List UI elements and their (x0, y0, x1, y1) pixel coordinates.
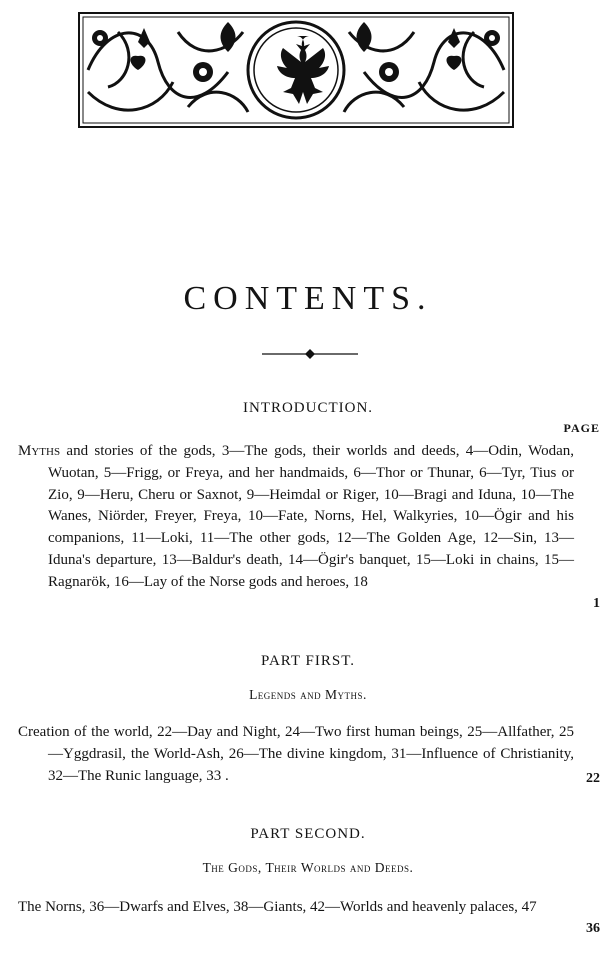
title-divider-ornament (262, 348, 358, 360)
page-number-part-second: 36 (586, 921, 600, 936)
section-heading-introduction: INTRODUCTION. (242, 400, 374, 416)
section-heading-part-first: PART FIRST. (260, 653, 356, 669)
toc-entry-part-second: The Norns, 36—Dwarfs and Elves, 38—Giants, 42—Worlds and heavenly palaces, 47 (18, 899, 537, 915)
entry-lead-word: Myths (18, 443, 61, 459)
page-column-label: PAGE (563, 421, 600, 435)
section-heading-part-second: PART SECOND. (250, 826, 366, 842)
ornamental-header-banner (78, 12, 514, 128)
toc-entry-introduction (18, 441, 574, 594)
page-title: CONTENTS. (183, 280, 433, 317)
page-number-part-first: 22 (586, 771, 600, 786)
section-subheading-part-second: The Gods, Their Worlds and Deeds. (202, 860, 414, 875)
section-subheading-part-first: Legends and Myths. (249, 687, 367, 702)
toc-entry-part-first: Creation of the world, 22—Day and Night, 24—Two first human beings, 25—Allfather, 25—Yggdrasil, the World-Ash, 26—The divine kingdom, 31—Influence of Christianity, 32—The Runic language, 33 . (18, 724, 574, 784)
page-number-introduction: 1 (593, 596, 600, 611)
entry-text: and stories of the gods, 3—The gods, their worlds and deeds, 4—Odin, Wodan, Wuotan, 5—Frigg, or Freya, and her handmaids, 6—Thor or Thunar, 6—Tyr, Tius or Zio, 9—Heru, Cheru or Saxnot, 9—Heimdal or Riger, 10—Bragi and Iduna, 10—The Wanes, Niörder, Freyer, Freya, 10—Fate, Norns, Hel, Walkyries, 10—Ögir and his companions, 11—Loki, 11—The other gods, 12—The Golden Age, 12—Sin, 13—Iduna's departure, 13—Baldur's death, 14—Ögir's banquet, 15—Loki in chains, 15—Ragnarök, 16—Lay of the Norse gods and heroes, 18 (48, 443, 574, 590)
ornamental-banner-art (78, 12, 514, 128)
